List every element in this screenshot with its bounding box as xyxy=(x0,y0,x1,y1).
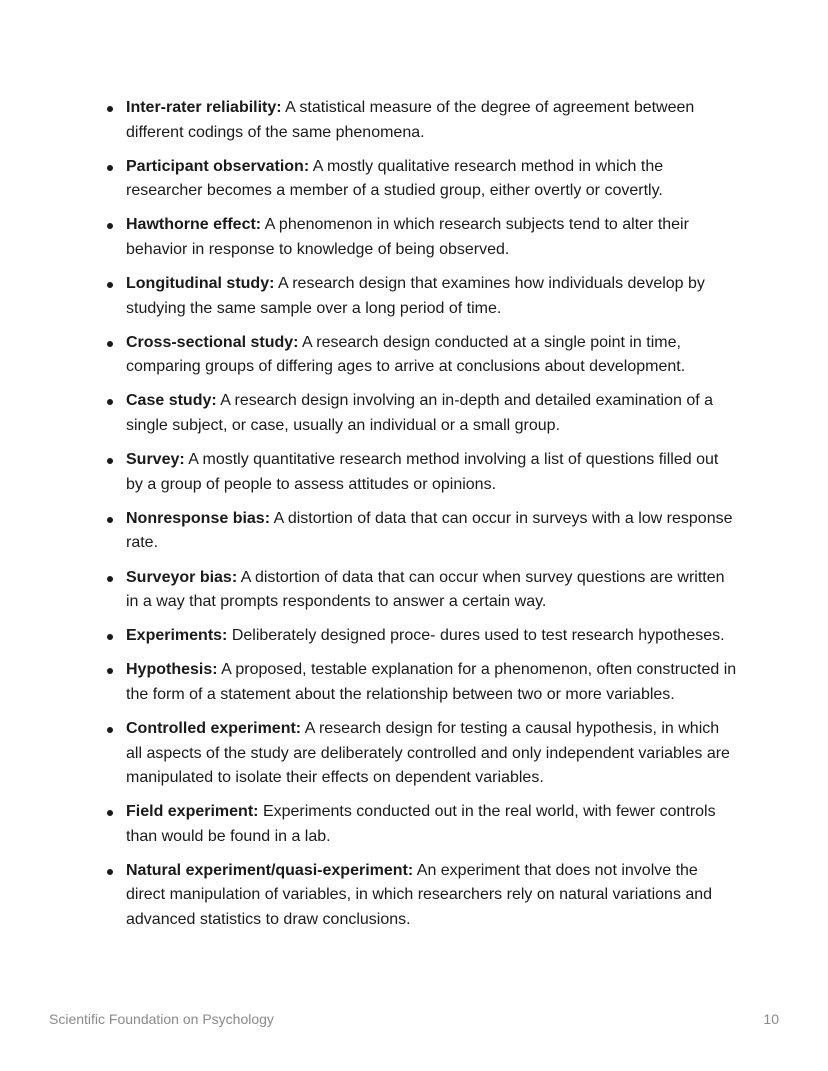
bullet-icon xyxy=(107,576,113,582)
list-item xyxy=(126,717,738,791)
term-definition: A distortion of data that can occur when survey questions are written in a way that prompts respondents to answer a certain way. xyxy=(126,568,725,610)
glossary-list xyxy=(126,96,738,932)
term-label: Case study: xyxy=(126,392,217,410)
term-definition: A phenomenon in which research subjects tend to alter their behavior in response to knowledge of being observed. xyxy=(126,216,689,258)
term-definition: A statistical measure of the degree of agreement between different codings of the same phenomena. xyxy=(126,99,695,141)
term-definition: A research design involving an in-depth and detailed examination of a single subject, or case, usually an individual or a small group. xyxy=(126,392,714,434)
term-label: Hawthorne effect: xyxy=(126,216,262,234)
bullet-icon xyxy=(107,727,113,733)
bullet-icon xyxy=(107,869,113,875)
bullet-icon xyxy=(107,517,113,523)
term-label: Controlled experiment: xyxy=(126,720,302,738)
term-label: Nonresponse bias: xyxy=(126,509,271,527)
term-label: Natural experiment/quasi-experiment: xyxy=(126,861,414,879)
list-item xyxy=(126,800,738,849)
term-label: Surveyor bias: xyxy=(126,568,238,586)
term-definition: A distortion of data that can occur in surveys with a low response rate. xyxy=(126,509,733,552)
list-item xyxy=(126,389,738,438)
list-item xyxy=(126,155,738,204)
list-item xyxy=(126,331,738,380)
list-item xyxy=(126,448,738,497)
term-label: Experiments: xyxy=(126,627,228,645)
term-label: Longitudinal study: xyxy=(126,275,275,293)
list-item xyxy=(126,272,738,321)
term-definition: A research design conducted at a single point in time, comparing groups of differing ages to arrive at conclusions about development. xyxy=(126,333,686,376)
bullet-icon xyxy=(107,458,113,464)
term-definition: A mostly quantitative research method involving a list of questions filled out by a group of people to assess attitudes or opinions. xyxy=(126,451,719,493)
term-label: Inter-rater reliability: xyxy=(126,99,282,116)
bullet-icon xyxy=(107,810,113,816)
bullet-icon xyxy=(107,634,113,640)
bullet-icon xyxy=(107,282,113,288)
list-item xyxy=(126,566,738,615)
term-label: Field experiment: xyxy=(126,803,259,821)
term-definition: Deliberately designed proce- dures used to test research hypotheses. xyxy=(231,627,725,645)
term-definition: A mostly qualitative research method in which the researcher becomes a member of a studied group, either overtly or covertly. xyxy=(126,157,664,200)
list-item xyxy=(126,96,738,145)
list-item xyxy=(126,507,738,556)
bullet-icon xyxy=(107,223,113,229)
bullet-icon xyxy=(107,399,113,405)
term-label: Participant observation: xyxy=(126,157,310,175)
list-item xyxy=(126,859,738,933)
list-item xyxy=(126,658,738,707)
page-number: 10 xyxy=(763,1011,779,1027)
list-item xyxy=(126,624,738,649)
bullet-icon xyxy=(107,165,113,171)
term-label: Hypothesis: xyxy=(126,661,218,679)
term-definition: A proposed, testable explanation for a phenomenon, often constructed in the form of a statement about the relationship between two or more variables. xyxy=(126,661,737,703)
list-item xyxy=(126,213,738,262)
term-definition: A research design for testing a causal hypothesis, in which all aspects of the study are deliberately controlled and only independent variables are manipulated to isolate their effects on dependent variables. xyxy=(126,720,730,787)
term-label: Cross-sectional study: xyxy=(126,333,299,351)
term-definition: Experiments conducted out in the real world, with fewer controls than would be found in a lab. xyxy=(126,803,716,845)
term-definition: A research design that examines how individuals develop by studying the same sample over a long period of time. xyxy=(126,275,705,317)
bullet-icon xyxy=(107,341,113,347)
term-definition: An experiment that does not involve the direct manipulation of variables, in which researchers rely on natural variations and advanced statistics to draw conclusions. xyxy=(126,861,713,928)
footer-title: Scientific Foundation on Psychology xyxy=(49,1011,274,1027)
bullet-icon xyxy=(107,106,113,112)
term-label: Survey: xyxy=(126,451,185,469)
bullet-icon xyxy=(107,668,113,674)
